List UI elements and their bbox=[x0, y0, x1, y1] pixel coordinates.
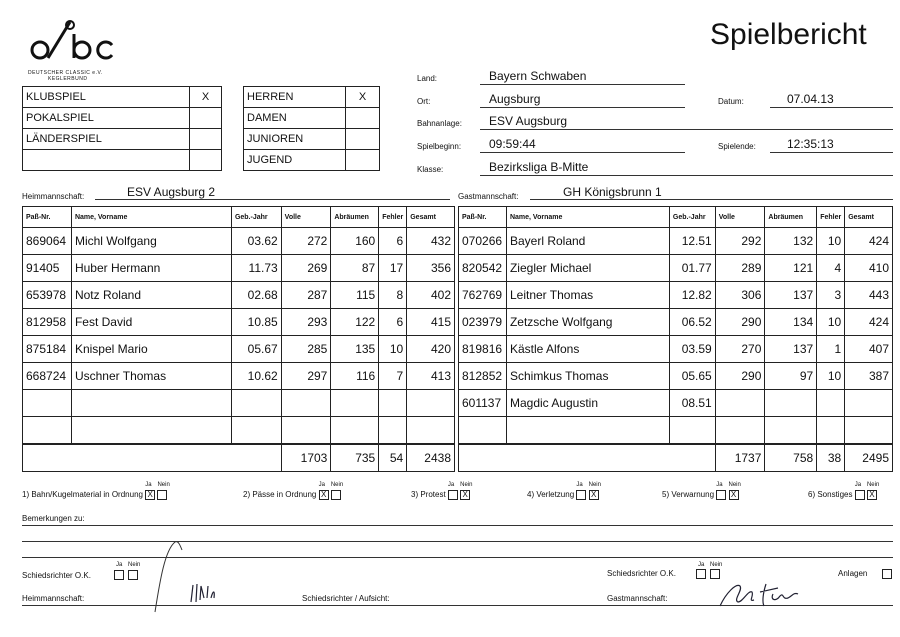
schiri-home-ja-checkbox[interactable] bbox=[114, 570, 124, 580]
cell-abr[interactable] bbox=[331, 417, 379, 445]
check-label: 4) Verletzung bbox=[527, 490, 575, 500]
check-ja-box[interactable]: X bbox=[319, 490, 329, 500]
header-row bbox=[459, 207, 893, 228]
player-row bbox=[459, 336, 893, 363]
league-mark[interactable] bbox=[346, 129, 380, 150]
col-gesamt: Gesamt bbox=[845, 207, 893, 228]
cell-volle[interactable]: 285 bbox=[281, 336, 331, 363]
cell-gesamt[interactable]: 420 bbox=[407, 336, 455, 363]
category-mark[interactable]: X bbox=[190, 87, 222, 108]
cell-abr[interactable]: 121 bbox=[765, 255, 817, 282]
col-volle: Volle bbox=[715, 207, 765, 228]
check-nein-box[interactable]: X bbox=[460, 490, 470, 500]
cell-fehler[interactable]: 3 bbox=[817, 282, 845, 309]
league-row bbox=[244, 108, 380, 129]
check-label: 6) Sonstiges bbox=[808, 490, 853, 500]
cell-pass[interactable]: 812958 bbox=[23, 309, 72, 336]
col-fehler: Fehler bbox=[817, 207, 845, 228]
cell-fehler[interactable] bbox=[379, 417, 407, 445]
cell-volle[interactable]: 293 bbox=[281, 309, 331, 336]
cell-name[interactable]: Kästle Alfons bbox=[506, 336, 669, 363]
cell-pass[interactable]: 601137 bbox=[459, 390, 507, 417]
cell-abr[interactable] bbox=[331, 390, 379, 417]
klasse-label: Klasse: bbox=[417, 165, 444, 174]
cell-volle[interactable]: 272 bbox=[281, 228, 331, 255]
land-value[interactable]: Bayern Schwaben bbox=[489, 69, 587, 83]
cell-abr[interactable]: 122 bbox=[331, 309, 379, 336]
ja-label: Ja bbox=[698, 562, 705, 568]
check-item bbox=[808, 482, 880, 500]
cell-gesamt[interactable]: 415 bbox=[407, 309, 455, 336]
col-volle: Volle bbox=[281, 207, 331, 228]
cell-volle[interactable]: 289 bbox=[715, 255, 765, 282]
cell-fehler[interactable]: 1 bbox=[817, 336, 845, 363]
cell-fehler[interactable]: 7 bbox=[379, 363, 407, 390]
league-mark[interactable]: X bbox=[346, 87, 380, 108]
schiri-ok-label: Schiedsrichter O.K. bbox=[22, 571, 91, 580]
league-type-table bbox=[243, 86, 380, 171]
cell-abr[interactable]: 137 bbox=[765, 282, 817, 309]
col-name: Name, Vorname bbox=[506, 207, 669, 228]
ende-label: Spielende: bbox=[718, 142, 756, 151]
datum-label: Datum: bbox=[718, 97, 744, 106]
cell-year[interactable]: 11.73 bbox=[231, 255, 281, 282]
ende-value[interactable]: 12:35:13 bbox=[787, 137, 834, 151]
total-volle[interactable]: 1737 bbox=[715, 444, 765, 472]
cell-year[interactable]: 12.82 bbox=[669, 282, 715, 309]
cell-abr[interactable]: 132 bbox=[765, 228, 817, 255]
category-label: LÄNDERSPIEL bbox=[23, 129, 190, 150]
sig-ref-label: Schiedsrichter / Aufsicht: bbox=[302, 594, 390, 603]
logo-sub1: DEUTSCHER CLASSIC e.V. bbox=[28, 70, 103, 76]
cell-name[interactable]: Huber Hermann bbox=[71, 255, 231, 282]
cell-year[interactable]: 02.68 bbox=[231, 282, 281, 309]
cell-name[interactable]: Ziegler Michael bbox=[506, 255, 669, 282]
cell-year[interactable]: 10.62 bbox=[231, 363, 281, 390]
home-team-name[interactable]: ESV Augsburg 2 bbox=[127, 185, 216, 199]
anlagen-checkbox[interactable] bbox=[882, 569, 892, 579]
total-abr[interactable]: 735 bbox=[331, 444, 379, 472]
total-gesamt[interactable]: 2438 bbox=[407, 444, 455, 472]
cell-volle[interactable] bbox=[281, 417, 331, 445]
cell-volle[interactable]: 297 bbox=[281, 363, 331, 390]
cell-abr[interactable]: 137 bbox=[765, 336, 817, 363]
page-title: Spielbericht bbox=[710, 18, 867, 51]
check-label: 5) Verwarnung bbox=[662, 490, 715, 500]
league-label: JUNIOREN bbox=[244, 129, 346, 150]
ort-label: Ort: bbox=[417, 97, 431, 106]
cell-fehler[interactable] bbox=[379, 390, 407, 417]
cell-fehler[interactable]: 10 bbox=[817, 309, 845, 336]
league-row bbox=[244, 129, 380, 150]
cell-gesamt[interactable]: 443 bbox=[845, 282, 893, 309]
ja-label: Ja bbox=[854, 482, 862, 488]
cell-name[interactable]: Uschner Thomas bbox=[71, 363, 231, 390]
cell-fehler[interactable] bbox=[817, 390, 845, 417]
header-row bbox=[23, 207, 455, 228]
cell-fehler[interactable]: 10 bbox=[817, 363, 845, 390]
col-pass: Paß-Nr. bbox=[459, 207, 507, 228]
cell-volle[interactable]: 269 bbox=[281, 255, 331, 282]
cell-volle[interactable] bbox=[281, 390, 331, 417]
player-row bbox=[23, 255, 455, 282]
cell-pass[interactable] bbox=[23, 417, 72, 445]
league-row bbox=[244, 150, 380, 171]
col-year: Geb.-Jahr bbox=[231, 207, 281, 228]
player-row bbox=[23, 363, 455, 390]
cell-year[interactable]: 12.51 bbox=[669, 228, 715, 255]
cell-name[interactable]: Notz Roland bbox=[71, 282, 231, 309]
player-row bbox=[459, 228, 893, 255]
cell-abr[interactable]: 160 bbox=[331, 228, 379, 255]
nein-label: Nein bbox=[710, 562, 723, 568]
total-fehler[interactable]: 38 bbox=[817, 444, 845, 472]
league-label: DAMEN bbox=[244, 108, 346, 129]
total-abr[interactable]: 758 bbox=[765, 444, 817, 472]
col-abr: Abräumen bbox=[765, 207, 817, 228]
cell-volle[interactable]: 306 bbox=[715, 282, 765, 309]
cell-year[interactable]: 06.52 bbox=[669, 309, 715, 336]
bahn-value[interactable]: ESV Augsburg bbox=[489, 114, 568, 128]
nein-label: Nein bbox=[157, 482, 170, 488]
match-type-table bbox=[22, 86, 222, 171]
check-nein-box[interactable]: X bbox=[589, 490, 599, 500]
ja-label: Ja bbox=[318, 482, 325, 488]
check-label: 2) Pässe in Ordnung bbox=[243, 490, 317, 500]
cell-year[interactable] bbox=[231, 390, 281, 417]
total-volle[interactable]: 1703 bbox=[281, 444, 331, 472]
check-item bbox=[22, 482, 170, 500]
cell-name[interactable] bbox=[71, 390, 231, 417]
bemerkungen-label: Bemerkungen zu: bbox=[22, 514, 85, 523]
cell-pass[interactable]: 023979 bbox=[459, 309, 507, 336]
schiri-home-nein-checkbox[interactable] bbox=[128, 570, 138, 580]
beginn-label: Spielbeginn: bbox=[417, 142, 462, 151]
category-row bbox=[23, 87, 222, 108]
cell-pass[interactable]: 91405 bbox=[23, 255, 72, 282]
cell-year[interactable]: 08.51 bbox=[669, 390, 715, 417]
cell-gesamt[interactable]: 402 bbox=[407, 282, 455, 309]
bahn-label: Bahnanlage: bbox=[417, 119, 462, 128]
player-row bbox=[23, 390, 455, 417]
check-nein-box[interactable]: X bbox=[867, 490, 877, 500]
col-abr: Abräumen bbox=[331, 207, 379, 228]
cell-pass[interactable]: 762769 bbox=[459, 282, 507, 309]
cell-gesamt[interactable]: 432 bbox=[407, 228, 455, 255]
player-row bbox=[23, 417, 455, 445]
cell-gesamt[interactable] bbox=[845, 390, 893, 417]
total-fehler[interactable]: 54 bbox=[379, 444, 407, 472]
cell-name[interactable] bbox=[506, 417, 669, 445]
nein-label: Nein bbox=[866, 482, 880, 488]
sig-guest-label: Gastmannschaft: bbox=[607, 594, 668, 603]
category-row bbox=[23, 129, 222, 150]
total-row bbox=[23, 444, 455, 472]
cell-name[interactable]: Bayerl Roland bbox=[506, 228, 669, 255]
cell-name[interactable]: Zetzsche Wolfgang bbox=[506, 309, 669, 336]
league-label: HERREN bbox=[244, 87, 346, 108]
cell-year[interactable] bbox=[231, 417, 281, 445]
league-mark[interactable] bbox=[346, 150, 380, 171]
cell-gesamt[interactable]: 413 bbox=[407, 363, 455, 390]
total-row bbox=[459, 444, 893, 472]
cell-year[interactable]: 05.67 bbox=[231, 336, 281, 363]
cell-name[interactable]: Schimkus Thomas bbox=[506, 363, 669, 390]
referee-signature bbox=[150, 540, 190, 615]
check-label: 1) Bahn/Kugelmaterial in Ordnung bbox=[22, 490, 143, 500]
schiri-guest-ja-checkbox[interactable] bbox=[696, 569, 706, 579]
player-row bbox=[459, 363, 893, 390]
ja-label: Ja bbox=[145, 482, 152, 488]
player-row bbox=[23, 309, 455, 336]
guest-team-label: Gastmannschaft: bbox=[458, 192, 519, 201]
player-row bbox=[459, 417, 893, 445]
cell-pass[interactable] bbox=[23, 390, 72, 417]
cell-pass[interactable]: 875184 bbox=[23, 336, 72, 363]
cell-pass[interactable]: 668724 bbox=[23, 363, 72, 390]
col-fehler: Fehler bbox=[379, 207, 407, 228]
ja-label: Ja bbox=[447, 482, 455, 488]
cell-name[interactable]: Michl Wolfgang bbox=[71, 228, 231, 255]
cell-abr[interactable]: 134 bbox=[765, 309, 817, 336]
cell-pass[interactable]: 070266 bbox=[459, 228, 507, 255]
league-row bbox=[244, 87, 380, 108]
category-row bbox=[23, 108, 222, 129]
total-gesamt[interactable]: 2495 bbox=[845, 444, 893, 472]
cell-fehler[interactable]: 10 bbox=[379, 336, 407, 363]
schiri-ok-guest-label: Schiedsrichter O.K. bbox=[607, 569, 676, 578]
player-row bbox=[459, 282, 893, 309]
cell-year[interactable] bbox=[669, 417, 715, 445]
ort-value[interactable]: Augsburg bbox=[489, 92, 541, 106]
category-label: KLUBSPIEL bbox=[23, 87, 190, 108]
player-row bbox=[459, 390, 893, 417]
cell-pass[interactable]: 653978 bbox=[23, 282, 72, 309]
check-item bbox=[527, 482, 601, 500]
klasse-value[interactable]: Bezirksliga B-Mitte bbox=[489, 160, 589, 174]
check-nein-box[interactable] bbox=[157, 490, 167, 500]
check-ja-box[interactable] bbox=[855, 490, 865, 500]
player-row bbox=[459, 309, 893, 336]
cell-volle[interactable]: 270 bbox=[715, 336, 765, 363]
guest-team-name[interactable]: GH Königsbrunn 1 bbox=[563, 185, 662, 199]
category-label: POKALSPIEL bbox=[23, 108, 190, 129]
cell-abr[interactable]: 97 bbox=[765, 363, 817, 390]
cell-gesamt[interactable]: 410 bbox=[845, 255, 893, 282]
check-label: 3) Protest bbox=[411, 490, 446, 500]
check-item bbox=[411, 482, 473, 500]
cell-volle[interactable]: 290 bbox=[715, 363, 765, 390]
check-ja-box[interactable] bbox=[716, 490, 726, 500]
cell-abr[interactable]: 135 bbox=[331, 336, 379, 363]
cell-gesamt[interactable]: 424 bbox=[845, 309, 893, 336]
cell-volle[interactable]: 292 bbox=[715, 228, 765, 255]
cell-abr[interactable]: 116 bbox=[331, 363, 379, 390]
land-label: Land: bbox=[417, 74, 438, 83]
cell-gesamt[interactable]: 424 bbox=[845, 228, 893, 255]
category-mark[interactable] bbox=[190, 108, 222, 129]
check-ja-box[interactable] bbox=[448, 490, 458, 500]
logo-graphic bbox=[28, 20, 118, 65]
col-name: Name, Vorname bbox=[71, 207, 231, 228]
anlagen-label: Anlagen bbox=[838, 569, 868, 578]
logo-sub2: KEGLERBUND bbox=[48, 76, 88, 82]
home-team-label: Heimmannschaft: bbox=[22, 192, 85, 201]
check-nein-box[interactable]: X bbox=[729, 490, 739, 500]
check-ja-box[interactable]: X bbox=[145, 490, 155, 500]
cell-abr[interactable]: 115 bbox=[331, 282, 379, 309]
sig-home-label: Heimmannschaft: bbox=[22, 594, 85, 603]
cell-volle[interactable]: 290 bbox=[715, 309, 765, 336]
check-ja-box[interactable] bbox=[576, 490, 586, 500]
league-mark[interactable] bbox=[346, 108, 380, 129]
nein-label: Nein bbox=[588, 482, 601, 488]
cell-fehler[interactable]: 6 bbox=[379, 228, 407, 255]
guest-signature bbox=[718, 578, 803, 610]
cell-abr[interactable] bbox=[765, 417, 817, 445]
ja-label: Ja bbox=[576, 482, 583, 488]
cell-fehler[interactable]: 6 bbox=[379, 309, 407, 336]
cell-volle[interactable]: 287 bbox=[281, 282, 331, 309]
category-mark[interactable] bbox=[190, 129, 222, 150]
cell-gesamt[interactable]: 356 bbox=[407, 255, 455, 282]
nein-label: Nein bbox=[128, 562, 141, 568]
cell-year[interactable]: 01.77 bbox=[669, 255, 715, 282]
cell-volle[interactable] bbox=[715, 390, 765, 417]
cell-year[interactable]: 05.65 bbox=[669, 363, 715, 390]
nein-label: Nein bbox=[728, 482, 741, 488]
cell-year[interactable]: 03.62 bbox=[231, 228, 281, 255]
cell-gesamt[interactable] bbox=[407, 390, 455, 417]
guest-score-table bbox=[458, 206, 893, 472]
league-label: JUGEND bbox=[244, 150, 346, 171]
check-nein-box[interactable] bbox=[331, 490, 341, 500]
beginn-value[interactable]: 09:59:44 bbox=[489, 137, 536, 151]
col-pass: Paß-Nr. bbox=[23, 207, 72, 228]
ja-label: Ja bbox=[716, 482, 723, 488]
cell-name[interactable]: Knispel Mario bbox=[71, 336, 231, 363]
cell-gesamt[interactable] bbox=[845, 417, 893, 445]
ja-label: Ja bbox=[116, 562, 123, 568]
nein-label: Nein bbox=[330, 482, 344, 488]
cell-pass[interactable]: 819816 bbox=[459, 336, 507, 363]
check-item bbox=[243, 482, 344, 500]
player-row bbox=[23, 282, 455, 309]
cell-year[interactable]: 03.59 bbox=[669, 336, 715, 363]
cell-abr[interactable]: 87 bbox=[331, 255, 379, 282]
cell-gesamt[interactable]: 407 bbox=[845, 336, 893, 363]
cell-pass[interactable]: 820542 bbox=[459, 255, 507, 282]
cell-gesamt[interactable]: 387 bbox=[845, 363, 893, 390]
cell-gesamt[interactable] bbox=[407, 417, 455, 445]
cell-fehler[interactable]: 10 bbox=[817, 228, 845, 255]
check-item bbox=[662, 482, 741, 500]
col-gesamt: Gesamt bbox=[407, 207, 455, 228]
cell-name[interactable]: Magdic Augustin bbox=[506, 390, 669, 417]
cell-name[interactable]: Leitner Thomas bbox=[506, 282, 669, 309]
cell-volle[interactable] bbox=[715, 417, 765, 445]
player-row bbox=[459, 255, 893, 282]
cell-fehler[interactable] bbox=[817, 417, 845, 445]
cell-pass[interactable]: 812852 bbox=[459, 363, 507, 390]
cell-name[interactable] bbox=[71, 417, 231, 445]
player-row bbox=[23, 336, 455, 363]
cell-fehler[interactable]: 8 bbox=[379, 282, 407, 309]
dkbc-logo bbox=[28, 20, 118, 82]
nein-label: Nein bbox=[460, 482, 473, 488]
player-row bbox=[23, 228, 455, 255]
cell-name[interactable]: Fest David bbox=[71, 309, 231, 336]
cell-fehler[interactable]: 17 bbox=[379, 255, 407, 282]
cell-pass[interactable]: 869064 bbox=[23, 228, 72, 255]
cell-pass[interactable] bbox=[459, 417, 507, 445]
home-signature bbox=[188, 580, 218, 605]
cell-year[interactable]: 10.85 bbox=[231, 309, 281, 336]
datum-value[interactable]: 07.04.13 bbox=[787, 92, 834, 106]
home-score-table bbox=[22, 206, 455, 472]
cell-fehler[interactable]: 4 bbox=[817, 255, 845, 282]
col-year: Geb.-Jahr bbox=[669, 207, 715, 228]
category-row bbox=[23, 150, 222, 171]
cell-abr[interactable] bbox=[765, 390, 817, 417]
